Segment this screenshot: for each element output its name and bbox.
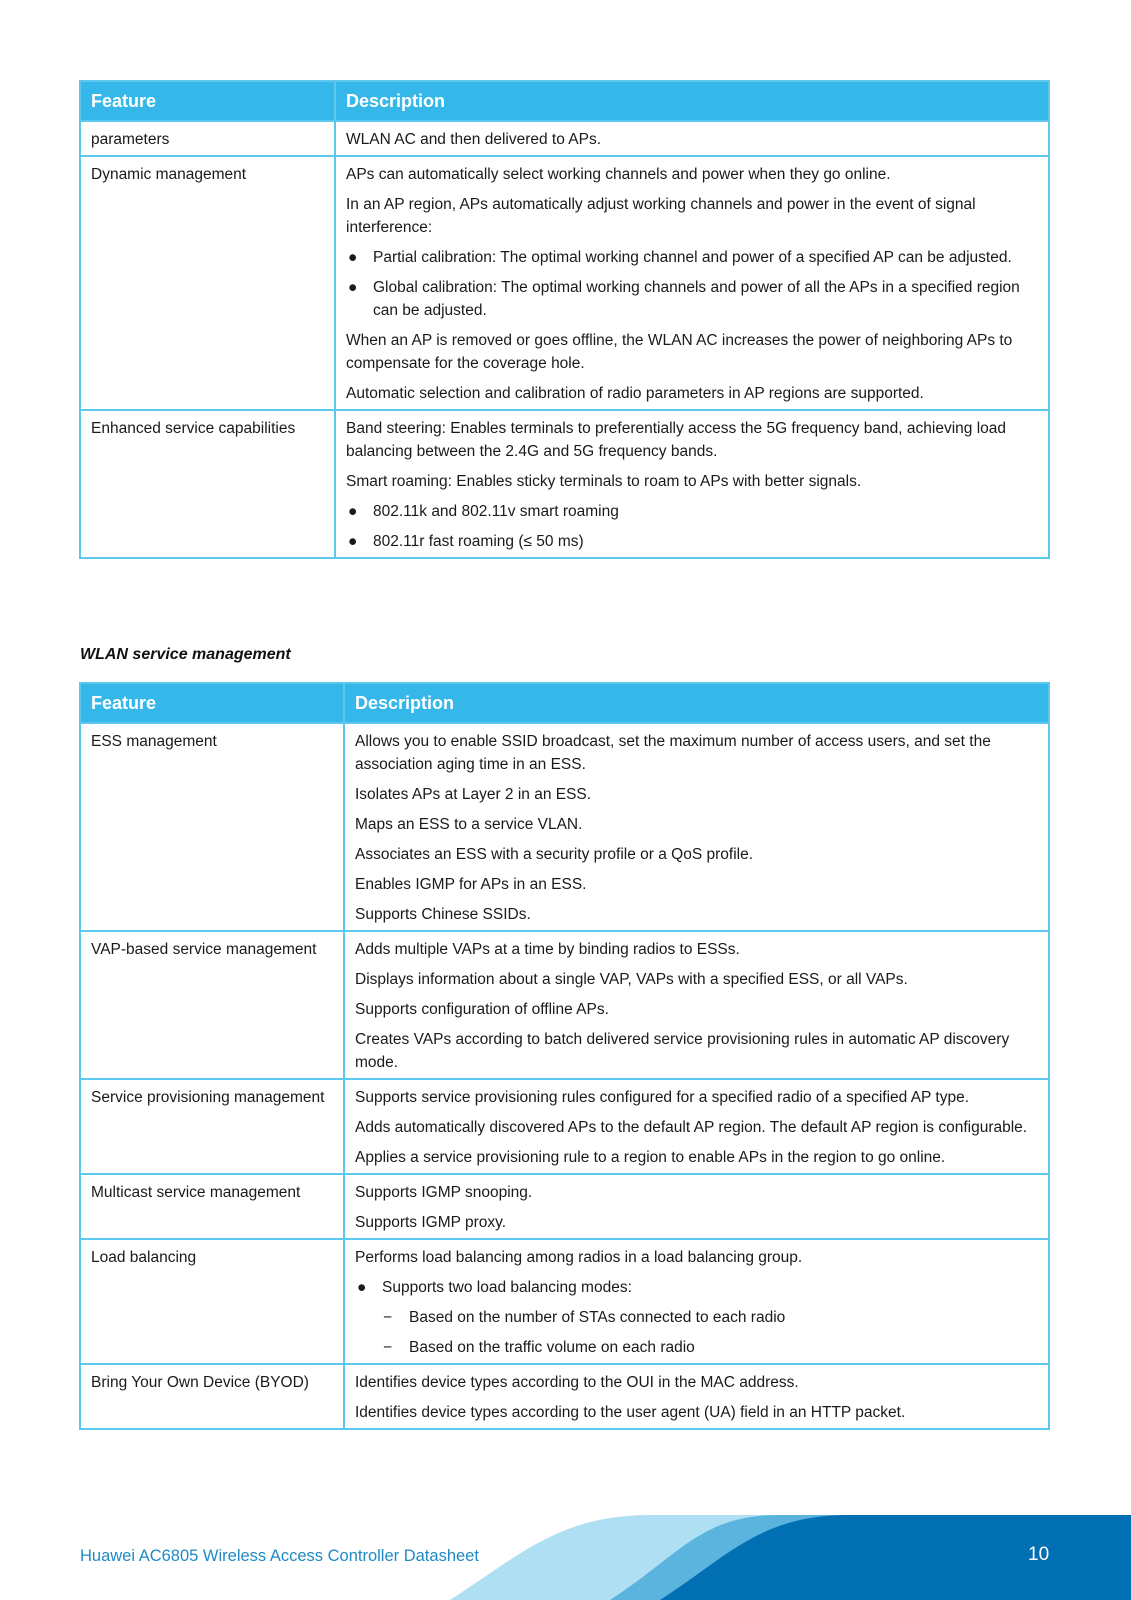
list-item-text: Global calibration: The optimal working channels and power of all the APs in a specified region can be adjusted. bbox=[373, 279, 1020, 319]
table-body bbox=[80, 121, 1049, 558]
table-row bbox=[80, 1079, 1049, 1174]
bullet-icon: ● bbox=[348, 533, 358, 550]
list-item-text: Based on the number of STAs connected to each radio bbox=[409, 1309, 786, 1326]
description-paragraph: Performs load balancing among radios in a load balancing group. bbox=[355, 1249, 803, 1266]
feature-column-header: Feature bbox=[80, 81, 335, 121]
description-cell bbox=[335, 121, 1049, 156]
list-item-text: Partial calibration: The optimal working channel and power of a specified AP can be adjusted. bbox=[373, 249, 1012, 266]
description-paragraph: Adds multiple VAPs at a time by binding radios to ESSs. bbox=[355, 941, 740, 958]
description-paragraph: APs can automatically select working channels and power when they go online. bbox=[346, 166, 891, 183]
table-row bbox=[80, 1239, 1049, 1364]
feature-table-wlan-service-management bbox=[79, 682, 1050, 1430]
description-paragraph: Maps an ESS to a service VLAN. bbox=[355, 816, 583, 833]
description-paragraph: Smart roaming: Enables sticky terminals to roam to APs with better signals. bbox=[346, 473, 862, 490]
dash-item bbox=[355, 1306, 1038, 1329]
description-paragraph: Identifies device types according to the OUI in the MAC address. bbox=[355, 1374, 799, 1391]
dash-icon: − bbox=[383, 1309, 393, 1326]
description-cell bbox=[344, 931, 1049, 1079]
feature-cell: Bring Your Own Device (BYOD) bbox=[80, 1364, 344, 1429]
description-cell bbox=[335, 410, 1049, 558]
description-column-header: Description bbox=[335, 81, 1049, 121]
description-paragraph: Creates VAPs according to batch delivered service provisioning rules in automatic AP discovery mode. bbox=[355, 1031, 1010, 1071]
bullet-icon: ● bbox=[357, 1279, 367, 1296]
description-paragraph: Adds automatically discovered APs to the default AP region. The default AP region is configurable. bbox=[355, 1119, 1028, 1136]
description-cell bbox=[344, 1079, 1049, 1174]
description-paragraph: Displays information about a single VAP, VAPs with a specified ESS, or all VAPs. bbox=[355, 971, 908, 988]
description-cell bbox=[344, 723, 1049, 931]
description-cell bbox=[344, 1174, 1049, 1239]
feature-cell: Load balancing bbox=[80, 1239, 344, 1364]
feature-cell: ESS management bbox=[80, 723, 344, 931]
table-row bbox=[80, 1174, 1049, 1239]
bullet-icon: ● bbox=[348, 249, 358, 266]
table-row bbox=[80, 410, 1049, 558]
list-item-text: 802.11k and 802.11v smart roaming bbox=[373, 503, 619, 520]
table-header-row bbox=[80, 81, 1049, 121]
feature-table-radio-management bbox=[79, 80, 1050, 559]
table-row bbox=[80, 931, 1049, 1079]
bullet-item bbox=[346, 500, 1038, 523]
footer-document-title: Huawei AC6805 Wireless Access Controller Datasheet bbox=[80, 1547, 479, 1565]
description-paragraph: WLAN AC and then delivered to APs. bbox=[346, 131, 602, 148]
table-row bbox=[80, 1364, 1049, 1429]
description-cell bbox=[335, 156, 1049, 410]
bullet-item bbox=[346, 530, 1038, 553]
description-cell bbox=[344, 1239, 1049, 1364]
list-item-text: Based on the traffic volume on each radio bbox=[409, 1339, 695, 1356]
bullet-item bbox=[346, 246, 1038, 269]
bullet-item bbox=[346, 276, 1038, 322]
feature-cell: Dynamic management bbox=[80, 156, 335, 410]
feature-cell: Multicast service management bbox=[80, 1174, 344, 1239]
description-column-header: Description bbox=[344, 683, 1049, 723]
dash-icon: − bbox=[383, 1339, 393, 1356]
description-paragraph: Supports IGMP proxy. bbox=[355, 1214, 507, 1231]
feature-cell: parameters bbox=[80, 121, 335, 156]
bullet-icon: ● bbox=[348, 279, 358, 296]
description-paragraph: Supports IGMP snooping. bbox=[355, 1184, 533, 1201]
bullet-item bbox=[355, 1276, 1038, 1299]
dash-item bbox=[355, 1336, 1038, 1359]
table-header-row bbox=[80, 683, 1049, 723]
description-paragraph: Automatic selection and calibration of radio parameters in AP regions are supported. bbox=[346, 385, 924, 402]
table-row bbox=[80, 121, 1049, 156]
list-item-text: Supports two load balancing modes: bbox=[382, 1279, 632, 1296]
description-paragraph: Isolates APs at Layer 2 in an ESS. bbox=[355, 786, 592, 803]
page-number: 10 bbox=[1028, 1544, 1050, 1565]
description-paragraph: Enables IGMP for APs in an ESS. bbox=[355, 876, 587, 893]
table-body bbox=[80, 723, 1049, 1429]
description-paragraph: Allows you to enable SSID broadcast, set the maximum number of access users, and set the association aging time in an ESS. bbox=[355, 733, 991, 773]
feature-cell: Service provisioning management bbox=[80, 1079, 344, 1174]
description-paragraph: Band steering: Enables terminals to preferentially access the 5G frequency band, achieving load balancing between the 2.4G and 5G frequency bands. bbox=[346, 420, 1006, 460]
description-cell bbox=[344, 1364, 1049, 1429]
feature-cell: Enhanced service capabilities bbox=[80, 410, 335, 558]
table-row bbox=[80, 156, 1049, 410]
description-paragraph: Identifies device types according to the user agent (UA) field in an HTTP packet. bbox=[355, 1404, 906, 1421]
feature-cell: VAP-based service management bbox=[80, 931, 344, 1079]
description-paragraph: Supports service provisioning rules configured for a specified radio of a specified AP type. bbox=[355, 1089, 970, 1106]
description-paragraph: Supports configuration of offline APs. bbox=[355, 1001, 609, 1018]
description-paragraph: When an AP is removed or goes offline, the WLAN AC increases the power of neighboring APs to compensate for the coverage hole. bbox=[346, 332, 1013, 372]
bullet-icon: ● bbox=[348, 503, 358, 520]
description-paragraph: In an AP region, APs automatically adjust working channels and power in the event of signal interference: bbox=[346, 196, 976, 236]
section-title: WLAN service management bbox=[80, 646, 291, 663]
feature-column-header: Feature bbox=[80, 683, 344, 723]
list-item-text: 802.11r fast roaming (≤ 50 ms) bbox=[373, 533, 584, 550]
description-paragraph: Applies a service provisioning rule to a region to enable APs in the region to go online. bbox=[355, 1149, 946, 1166]
description-paragraph: Supports Chinese SSIDs. bbox=[355, 906, 531, 923]
description-paragraph: Associates an ESS with a security profile or a QoS profile. bbox=[355, 846, 754, 863]
table-row bbox=[80, 723, 1049, 931]
